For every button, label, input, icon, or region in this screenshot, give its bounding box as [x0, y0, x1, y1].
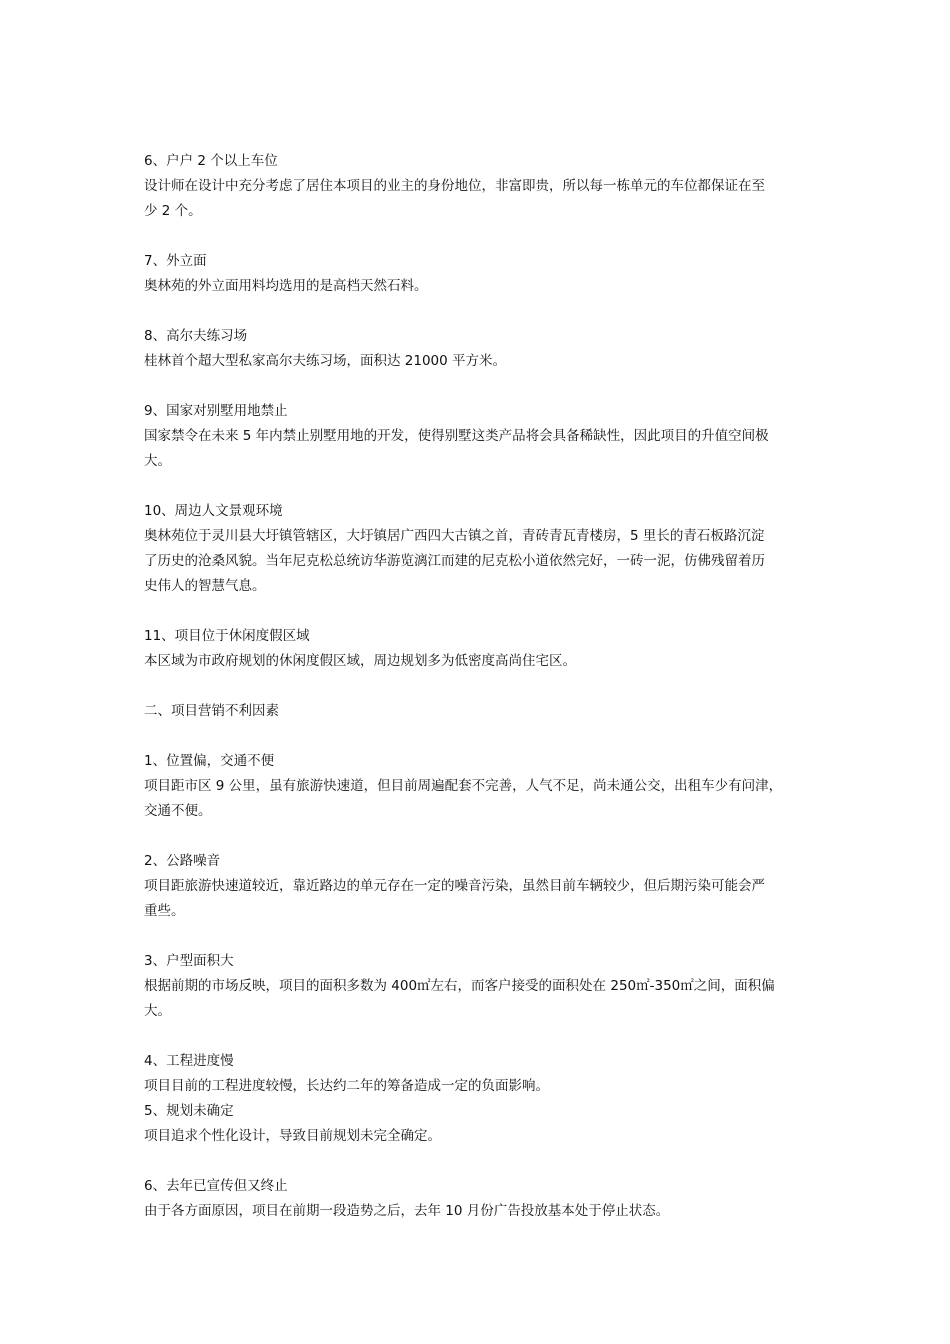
paragraph-line: 根据前期的市场反映，项目的面积多数为 400㎡左右，而客户接受的面积处在 250㎡-350㎡之间，面积偏 [144, 978, 775, 994]
heading-leisure-zone: 11、项目位于休闲度假区域 [144, 628, 310, 644]
paragraph-line: 桂林首个超大型私家高尔夫练习场，面积达 21000 平方米。 [144, 353, 507, 369]
document-page [144, 149, 816, 1224]
spacer [144, 474, 816, 499]
spacer [144, 1149, 816, 1174]
paragraph-line: 项目追求个性化设计，导致目前规划未完全确定。 [144, 1128, 441, 1144]
paragraph-line: 史伟人的智慧气息。 [144, 578, 266, 594]
paragraph-line: 奥林苑的外立面用料均选用的是高档天然石料。 [144, 278, 428, 294]
paragraph-line: 奥林苑位于灵川县大圩镇管辖区，大圩镇居广西四大古镇之首，青砖青瓦青楼房，5 里长的青石板路沉淀 [144, 528, 765, 544]
spacer [144, 1024, 816, 1049]
heading-location: 1、位置偏，交通不便 [144, 753, 275, 769]
paragraph-line: 本区域为市政府规划的休闲度假区域，周边规划多为低密度高尚住宅区。 [144, 653, 576, 669]
heading-golf: 8、高尔夫练习场 [144, 328, 248, 344]
paragraph-line: 少 2 个。 [144, 203, 202, 219]
paragraph-line: 国家禁令在未来 5 年内禁止别墅用地的开发，使得别墅这类产品将会具备稀缺性，因此项目的升值空间极 [144, 428, 769, 444]
spacer [144, 374, 816, 399]
heading-parking: 6、户户 2 个以上车位 [144, 153, 278, 169]
spacer [144, 924, 816, 949]
section-heading-disadvantages: 二、项目营销不利因素 [144, 703, 279, 719]
paragraph-line: 由于各方面原因，项目在前期一段造势之后，去年 10 月份广告投放基本处于停止状态。 [144, 1203, 670, 1219]
paragraph-line: 大。 [144, 453, 171, 469]
heading-culture: 10、周边人文景观环境 [144, 503, 283, 519]
paragraph-line: 大。 [144, 1003, 171, 1019]
paragraph-line: 设计师在设计中充分考虑了居住本项目的业主的身份地位，非富即贵，所以每一栋单元的车位都保证在至 [144, 178, 765, 194]
paragraph-line: 重些。 [144, 903, 185, 919]
heading-villa-ban: 9、国家对别墅用地禁止 [144, 403, 288, 419]
spacer [144, 674, 816, 699]
spacer [144, 724, 816, 749]
paragraph-line: 了历史的沧桑风貌。当年尼克松总统访华游览漓江而建的尼克松小道依然完好，一砖一泥，仿佛残留着历 [144, 553, 765, 569]
paragraph-line: 交通不便。 [144, 803, 212, 819]
spacer [144, 299, 816, 324]
heading-planning: 5、规划未确定 [144, 1103, 234, 1119]
heading-progress: 4、工程进度慢 [144, 1053, 234, 1069]
heading-publicity: 6、去年已宣传但又终止 [144, 1178, 288, 1194]
spacer [144, 224, 816, 249]
heading-noise: 2、公路噪音 [144, 853, 221, 869]
paragraph-line: 项目距旅游快速道较近，靠近路边的单元存在一定的噪音污染，虽然目前车辆较少，但后期污染可能会严 [144, 878, 765, 894]
spacer [144, 824, 816, 849]
paragraph-line: 项目距市区 9 公里，虽有旅游快速道，但目前周遍配套不完善，人气不足，尚未通公交，出租车少有问津， [144, 778, 783, 794]
spacer [144, 599, 816, 624]
heading-facade: 7、外立面 [144, 253, 207, 269]
heading-unit-size: 3、户型面积大 [144, 953, 234, 969]
paragraph-line: 项目目前的工程进度较慢，长达约二年的筹备造成一定的负面影响。 [144, 1078, 549, 1094]
